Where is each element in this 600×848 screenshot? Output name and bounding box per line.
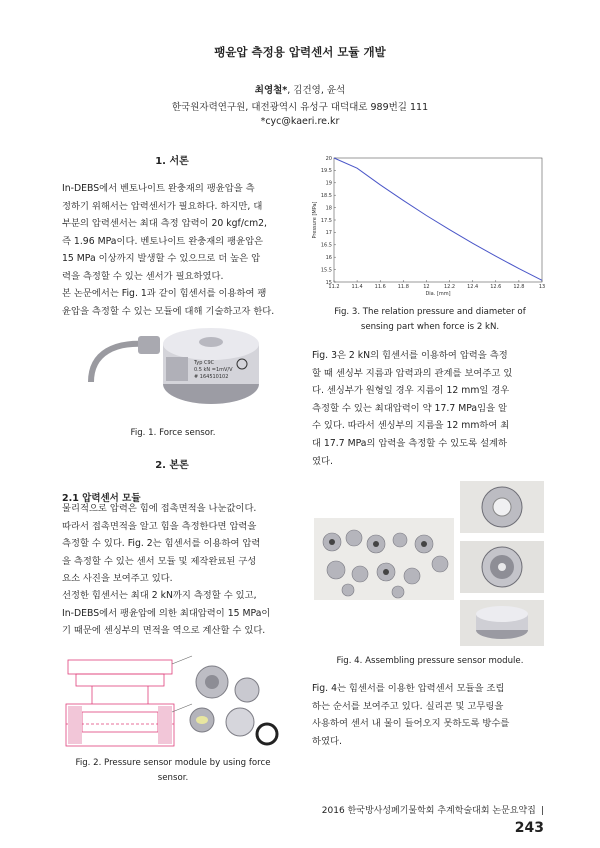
y-tick-label: 17.5 bbox=[320, 217, 332, 224]
body-paragraph-1 bbox=[62, 500, 284, 588]
text-line: 15 MPa 이상까지 발생할 수 있으므로 더 높은 압 bbox=[62, 253, 261, 265]
text-line: 선정한 힘센서는 최대 2 kN까지 측정할 수 있고, bbox=[62, 590, 257, 601]
text-line: In-DEBS에서 벤토나이트 완충재의 팽윤압을 측 bbox=[62, 183, 255, 194]
text-line: 할 때 센싱부 지름과 압력과의 관계를 보여주고 있 bbox=[312, 367, 513, 379]
author-email: *cyc@kaeri.re.kr bbox=[260, 116, 340, 127]
text-line: 요소 사진을 보여주고 있다. bbox=[62, 573, 173, 585]
x-tick-label: 12.2 bbox=[443, 284, 456, 290]
body-heading: 2. 본론 bbox=[155, 460, 189, 471]
x-tick-label: 11.8 bbox=[397, 284, 409, 290]
x-tick-label: 11.4 bbox=[351, 284, 363, 290]
co-authors: , 김건영, 윤석 bbox=[287, 85, 346, 96]
fig1-caption: Fig. 1. Force sensor. bbox=[130, 428, 216, 438]
x-tick-label: 11.2 bbox=[328, 284, 340, 290]
y-tick-label: 15 bbox=[325, 279, 332, 286]
proceedings-title: 2016 한국방사성폐기물학회 추계학술대회 논문요약집 bbox=[321, 806, 536, 816]
text-line: 대 17.7 MPa의 압력을 측정할 수 있도록 설계하 bbox=[312, 437, 508, 449]
sensor-label-line: Typ C9C bbox=[194, 360, 215, 366]
x-tick-label: 12.8 bbox=[513, 284, 525, 290]
page-number: 243 bbox=[514, 820, 544, 836]
text-line: 기 때문에 센싱부의 면적을 역으로 계산할 수 있다. bbox=[62, 625, 266, 637]
intro-paragraph-1 bbox=[62, 180, 284, 286]
fig4-step-2-photo bbox=[460, 541, 544, 593]
authors bbox=[0, 82, 600, 96]
intro-heading: 1. 서론 bbox=[155, 156, 189, 167]
sensor-label-line: 0.5 kN =1mV/V bbox=[194, 367, 233, 373]
plot-area bbox=[334, 158, 542, 282]
fig4-step-1-photo bbox=[460, 481, 544, 533]
text-line: 사용하여 센서 내 물이 들어오지 못하도록 방수를 bbox=[312, 718, 510, 730]
y-tick-label: 17 bbox=[325, 230, 332, 237]
right-paragraph-2 bbox=[312, 680, 546, 750]
text-line: 하는 순서를 보여주고 있다. 실리콘 및 고무링을 bbox=[312, 700, 504, 712]
y-tick-label: 20 bbox=[325, 155, 332, 162]
subsection-heading: 2.1 압력센서 모듈 bbox=[62, 493, 141, 504]
text-line: 측정할 수 있는 최대압력이 약 17.7 MPa임을 알 bbox=[312, 402, 508, 414]
body-paragraph-2 bbox=[62, 587, 284, 640]
caption-line: Fig. 3. The relation pressure and diameter of bbox=[334, 307, 526, 317]
page-footer bbox=[300, 798, 544, 836]
footer-separator: | bbox=[540, 806, 544, 816]
right-paragraph-1 bbox=[312, 347, 546, 470]
text-line: 본 논문에서는 Fig. 1과 같이 힘센서를 이용하여 팽 bbox=[62, 288, 267, 299]
text-line: 윤압을 측정할 수 있는 모듈에 대해 기술하고자 한다. bbox=[62, 305, 275, 317]
x-axis-label: Dia. [mm] bbox=[425, 291, 451, 297]
x-tick-label: 11.6 bbox=[374, 284, 386, 290]
text-line: 였다. bbox=[312, 455, 333, 467]
text-line: 측정할 수 있다. Fig. 2는 힘센서를 이용하여 압력 bbox=[62, 538, 261, 550]
y-tick-label: 19 bbox=[325, 180, 332, 187]
text-line: 력을 측정할 수 있는 센서가 필요하였다. bbox=[62, 270, 224, 282]
text-line: 다. 센싱부가 원형일 경우 지름이 12 mm일 경우 bbox=[312, 385, 510, 397]
fig4-step-3-photo bbox=[460, 600, 544, 646]
y-tick-label: 16 bbox=[325, 255, 332, 261]
affiliation: 한국원자력연구원, 대전광역시 유성구 대덕대로 989번길 111 bbox=[171, 102, 429, 113]
text-line: 정하기 위해서는 압력센서가 필요하다. 하지만, 대 bbox=[62, 200, 263, 212]
caption-line: sensor. bbox=[157, 773, 189, 783]
text-line: 따라서 접촉면적을 알고 힘을 측정한다면 압력을 bbox=[62, 520, 257, 532]
fig3-caption bbox=[310, 305, 550, 335]
y-tick-label: 19.5 bbox=[320, 168, 332, 175]
text-line: 물리적으로 압력은 힘에 접촉면적을 나눈값이다. bbox=[62, 503, 257, 514]
fig1-force-sensor-image bbox=[86, 322, 266, 417]
fig4-caption: Fig. 4. Assembling pressure sensor module. bbox=[336, 656, 524, 666]
fig2-caption bbox=[62, 756, 284, 786]
text-line: 하였다. bbox=[312, 735, 342, 747]
text-line: Fig. 4는 힘센서를 이용한 압력센서 모듈을 조립 bbox=[312, 683, 505, 694]
pressure-diameter-chart bbox=[310, 150, 550, 298]
sensor-label-line: # 164510102 bbox=[194, 374, 229, 380]
x-tick-label: 12 bbox=[423, 284, 430, 290]
text-line: 즉 1.96 MPa이다. 벤토나이트 완충재의 팽윤압은 bbox=[62, 235, 264, 247]
y-tick-label: 16.5 bbox=[320, 242, 332, 249]
y-tick-label: 18 bbox=[325, 205, 332, 212]
x-tick-label: 12.4 bbox=[467, 284, 479, 290]
text-line: 수 있다. 따라서 센싱부의 지름을 12 mm하여 최 bbox=[312, 420, 510, 432]
y-tick-label: 18.5 bbox=[320, 193, 332, 199]
x-tick-label: 12.6 bbox=[490, 284, 502, 290]
paper-title: 팽윤압 측정용 압력센서 모듈 개발 bbox=[214, 45, 386, 59]
text-line: 을 측정할 수 있는 센서 모듈 및 제작완료된 구성 bbox=[62, 555, 257, 567]
text-line: In-DEBS에서 팽윤압에 의한 최대압력이 15 MPa이 bbox=[62, 607, 271, 619]
text-line: 부분의 압력센서는 최대 측정 압력이 20 kgf/cm2, bbox=[62, 218, 268, 230]
y-tick-label: 15.5 bbox=[320, 267, 332, 274]
fig4-parts-photo bbox=[314, 518, 454, 600]
caption-line: sensing part when force is 2 kN. bbox=[360, 322, 500, 332]
intro-paragraph-2 bbox=[62, 285, 284, 320]
y-axis-label: Pressure [MPa] bbox=[312, 201, 318, 239]
fig2-module-image bbox=[62, 652, 284, 752]
text-line: Fig. 3은 2 kN의 힘센서를 이용하여 압력을 측정 bbox=[312, 350, 508, 361]
fig3-chart bbox=[310, 150, 550, 298]
caption-line: Fig. 2. Pressure sensor module by using force bbox=[75, 758, 271, 768]
lead-author: 최영철* bbox=[254, 85, 288, 96]
x-tick-label: 13 bbox=[538, 284, 546, 290]
